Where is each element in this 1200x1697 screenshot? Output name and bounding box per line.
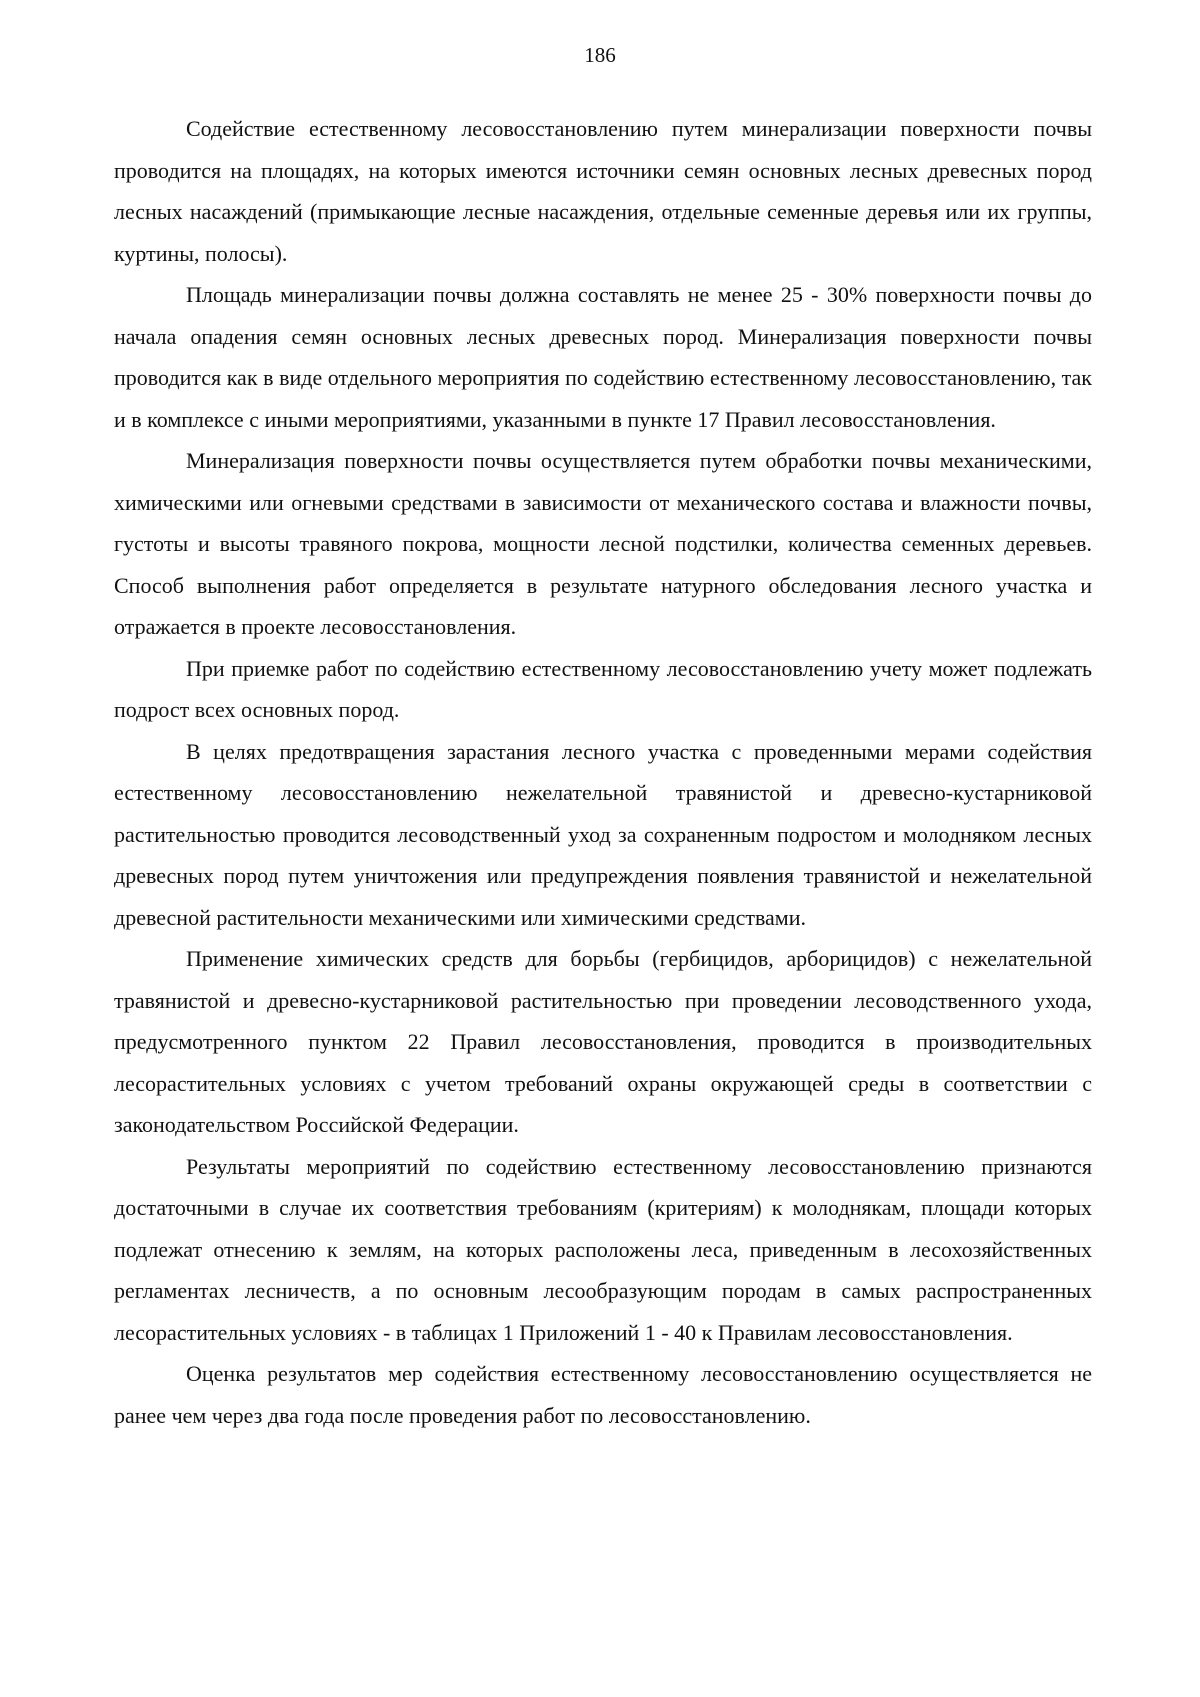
paragraph-chemical-means: Применение химических средств для борьбы (гербицидов, арборицидов) с нежелательной травянистой и древесно-кустарниковой растительностью при проведении лесоводственного ухода, предусмотренного пунктом 22 Правил лесовосстановления, проводится в производительных лесорастительных условиях с учетом требований охраны окружающей среды в соответствии с законодательством Российской Федерации. (114, 946, 1092, 1137)
paragraph-results-criteria: Результаты мероприятий по содействию естественному лесовосстановлению признаются достаточными в случае их соответствия требованиям (критериям) к молоднякам, площади которых подлежат отнесению к землям, на которых расположены леса, приведенным в лесохозяйственных регламентах лесничеств, а по основным лесообразующим породам в самых распространенных лесорастительных условиях - в таблицах 1 Приложений 1 - 40 к Правилам лесовосстановления. (114, 1153, 1092, 1345)
paragraph-results-evaluation: Оценка результатов мер содействия естественному лесовосстановлению осуществляется не ранее чем через два года после проведения работ по лесовосстановлению. (114, 1361, 1092, 1428)
paragraph-acceptance-of-works: При приемке работ по содействию естественному лесовосстановлению учету может подлежать подрост всех основных пород. (114, 655, 1092, 722)
body-text (114, 108, 1092, 1436)
paragraph-mineralization-area: Площадь минерализации почвы должна составлять не менее 25 - 30% поверхности почвы до начала опадения семян основных лесных древесных пород. Минерализация поверхности почвы проводится как в виде отдельного мероприятия по содействию естественному лесовосстановлению, так и в комплексе с иными мероприятиями, указанными в пункте 17 Правил лесовосстановления. (114, 282, 1092, 432)
paragraph-soil-mineralization: Содействие естественному лесовосстановлению путем минерализации поверхности почвы проводится на площадях, на которых имеются источники семян основных лесных древесных пород лесных насаждений (примыкающие лесные насаждения, отдельные семенные деревья или их группы, куртины, полосы). (114, 116, 1092, 266)
paragraph-silvicultural-care: В целях предотвращения зарастания лесного участка с проведенными мерами содействия естественному лесовосстановлению нежелательной травянистой и древесно-кустарниковой растительностью проводится лесоводственный уход за сохраненным подростом и молодняком лесных древесных пород путем уничтожения или предупреждения появления травянистой и нежелательной древесной растительности механическими или химическими средствами. (114, 738, 1092, 930)
paragraph-mineralization-methods: Минерализация поверхности почвы осуществляется путем обработки почвы механическими, химическими или огневыми средствами в зависимости от механического состава и влажности почвы, густоты и высоты травяного покрова, мощности лесной подстилки, количества семенных деревьев. Способ выполнения работ определяется в результате натурного обследования лесного участка и отражается в проекте лесовосстановления. (114, 448, 1092, 639)
page-number: 186 (584, 43, 616, 67)
